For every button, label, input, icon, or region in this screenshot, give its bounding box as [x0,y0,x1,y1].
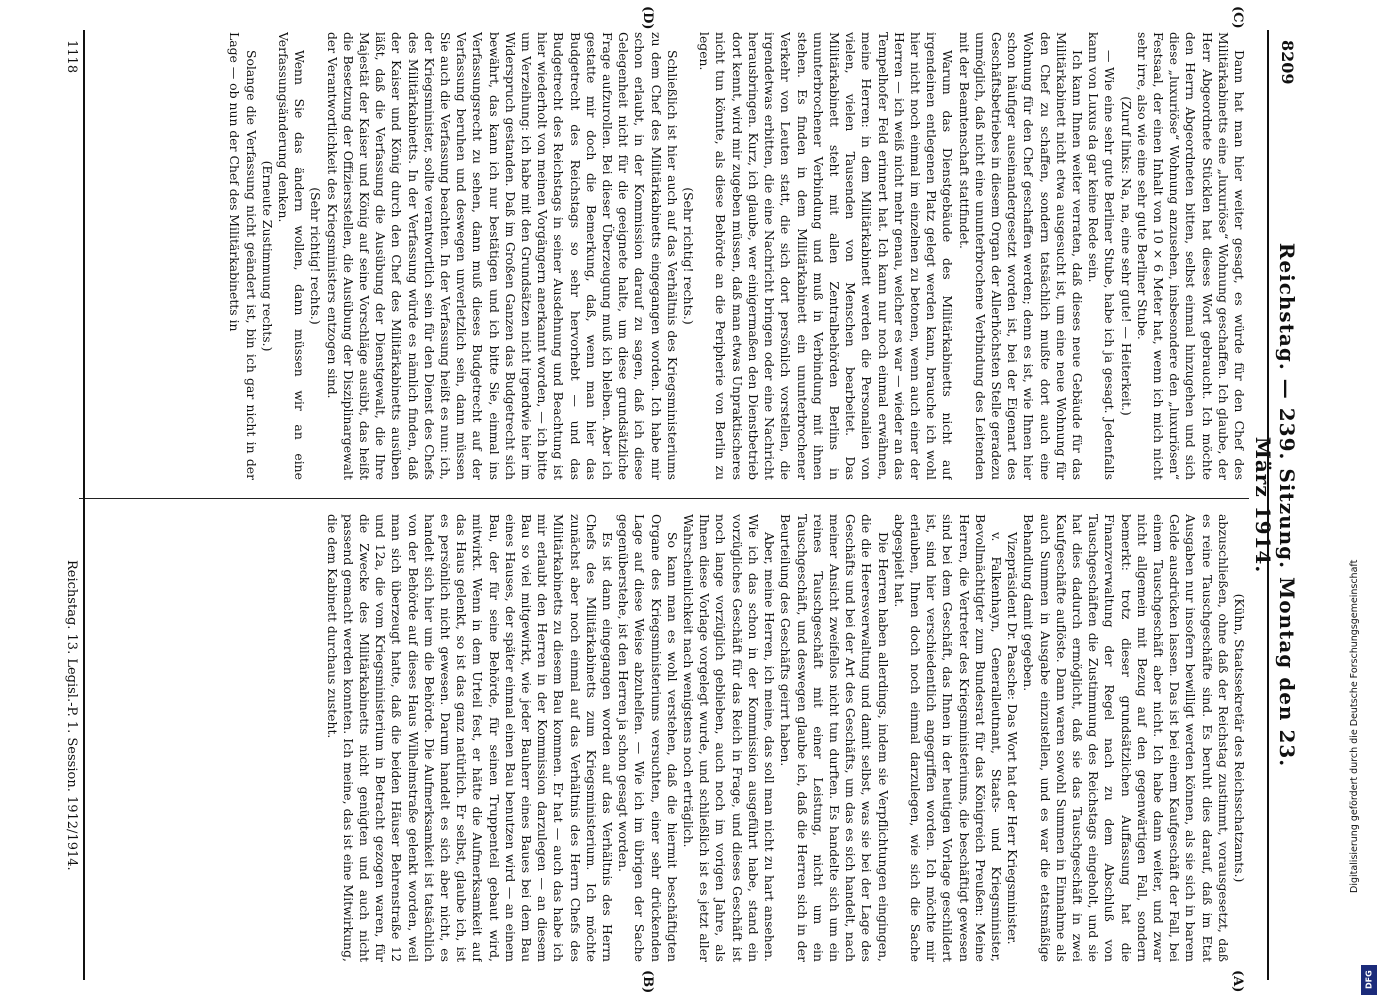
interjection: (Erneute Zustimmung rechts.) [259,160,275,352]
column-right [87,514,1247,962]
footer-rule [83,30,85,980]
margin-mark-c: (C) [1230,6,1245,29]
interjection: (Sehr richtig! rechts.) [308,187,324,325]
dfg-logo: DFG [1361,965,1377,995]
interjection: (Zuruf links: Na, na, eine sehr gute! — Heiterkeit.) [1118,96,1134,416]
paragraph: Vizepräsident Dr. Paasche: Das Wort hat der Herr Kriegsminister. [1005,532,1021,945]
running-title: Reichstag. — 239. Sitzung. Montag den 23. März 1914. [1251,242,1299,768]
paragraph: Dann hat man hier weiter gesagt, es würde für den Chef des Militärkabinetts eine „luxuriöse“ Wohnung geschaffen. Ich glaube, der Herr Abgeordnete Stücklen hat dieses Wort gebraucht. Ich möchte den Herrn Abgeordneten bitten, selbst einmal hinzugehen und sich diese „luxuriöse“ Wohnung anzusehen, insbesondere den „luxuriösen“ Festsaal, der einen Inhalt von 10 × 6 Meter hat, wenn ich mich nicht sehr irre, also wie eine sehr gute Berliner Stube. [1134,32,1247,480]
margin-mark-a: (A) [1230,970,1245,993]
page-header [1251,40,1301,970]
paragraph: Die Herren haben allerdings, indem sie Verpflichtungen eingingen, die die Heeresverwaltung und damit selbst, was sie bei der Lage des Geschäfts und bei der Art des Geschäfts, um das es sich handelt, nach meiner Ansicht zweifellos nicht tun durften. Es handelte sich um ein reines Tauschgeschäft mit einer Leistung, nicht um ein Tauschgeschäft, und deswegen glaube ich, daß die Herren sich in der Beurteilung des Geschäfts geirrt haben. [778,514,891,962]
speaker-note: (Kühn, Staatssekretär des Reichsschatzamts.) [1232,593,1247,883]
margin-mark-b: (B) [640,970,655,994]
paragraph: Aber, meine Herren, ich meine, das soll man nicht zu hart ansehen. Wie ich das schon in der Kommission ausgeführt habe, stand ein vorzügliches Geschäft für das Reich in Frage, und dieses Geschäft ist noch lange vorzüglich geblieben, auch noch im vorigen Jahre, als Ihnen diese Vorlage vorgelegt wurde, und schließlich ist es jetzt aller Wahrscheinlichkeit nach wenigstens noch erträglich. [681,514,778,962]
paragraph: Wenn Sie das ändern wollen, dann müssen wir an eine Verfassungsänderung denken. [276,32,308,480]
footer-publication: Reichstag. 13. Legisl.-P. 1. Session. 1912/1914. [64,560,79,871]
paragraph: Warum das Dienstgebäude des Militärkabinetts nicht auf irgendeinen entlegenen Platz gelegt werden kann, brauche ich wohl hier nicht noch einmal im einzelnen zu betonen, wenn auch einer der Herren — ich weiß nicht mehr genau, welcher es war — wieder an das Tempelhofer Feld erinnert hat. Ich kann nur noch einmal erwähnen, meine Herren: in dem Militärkabinett werden die Personalien von vielen, vielen Tausenden von Menschen bearbeitet. Das Militärkabinett steht mit allen Zentralbehörden Berlins in ununterbrochener Verbindung und muß in Verbindung mit ihnen stehen. Es finden in dem Militärkabinett ein ununterbrochener Verkehr von Leuten statt, die sich dort persönlich vorstellen, die irgendetwas erbitten, die eine Nachricht bringen oder eine Nachricht herausbringen. Kurz, ich glaube, wer einigermaßen den Dienstbetrieb dort kennt, wird mir zugeben müssen, daß man etwas Unpraktischeres nicht tun könnte, als diese Behörde an die Peripherie von Berlin zu legen. [697,32,956,480]
margin-mark-d: (D) [640,6,655,30]
page-number: 8209 [1278,40,1297,85]
digitization-note: Digitalisierung gefördert durch die Deutsche Forschungsgemeinschaft [1349,560,1360,894]
column-left [87,32,1247,480]
paragraph: Schließlich ist hier auch auf das Verhältnis des Kriegsministeriums zu dem Chef des Militärkabinetts eingegangen worden. Ich habe mir schon erlaubt, in der Kommission darauf zu sagen, daß ich diese Gelegenheit nicht für die geeignete halte, um diese grundsätzliche Frage aufzurollen. Bei dieser Überzeugung muß ich bleiben. Aber ich gestatte mir doch die Bemerkung, daß, wenn man hier das Budgetrecht des Reichstags so sehr hervorhebt — und das Budgetrecht des Reichstags in seiner Ausdehnung und Beachtung ist hier wiederholt von meinen Vorgängern anerkannt worden, — ich bitte um Verzeihung: ich habe mit den Grundsätzen nicht irgendwie hier im Widerspruch gestanden. Daß im Großen Ganzen das Budgetrecht sich bewährt, das kann ich nur bestätigen und ich bitte Sie, einmal ins Verfassungsrecht zu sehen, dann muß dieses Budgetrecht auf der Verfassung beruhen und deswegen unverletzlich sein, dann müssen Sie auch die Verfassung beachten. In der Verfassung heißt es nun: ich, der Kriegsminister, sollte verantwortlich sein für den Dienst des Chefs des Militärkabinetts. In der Verfassung würde es nämlich finden, daß der Kaiser und König durch den Chef des Militärkabinetts ausüben läßt, daß die Verfassung die Ausübung der Dienstgewalt, die Ihre Majestät der Kaiser und König auf seine Vorschläge ausübt, das heißt die Besetzung der Offiziersstellen, die Ausübung der Disziplinargewalt der Verantwortlichkeit des Kriegsministers entzogen sind. [324,32,680,480]
column-separator [79,498,1249,499]
paragraph: v. Falkenhayn, Generalleutnant, Staats- und Kriegsminister, Bevollmächtigter zum Bundesrat für das Königreich Preußen: Meine Herren, die Vertreter des Kriegsministeriums, die beschäftigt gewesen sind bei dem Geschäft, das Ihnen in der heutigen Vorlage geschildert ist, sind hier verschiedentlich angegriffen worden. Ich möchte mir erlauben, Ihnen doch noch einmal darzulegen, wie sich die Sache abgespielt hat. [891,514,1004,962]
header-rule [1267,30,1269,980]
interjection: (Sehr richtig! rechts.) [681,187,697,325]
paragraph: — Wie eine sehr gute Berliner Stube, habe ich ja gesagt. Jedenfalls kann von Luxus da gar keine Rede sein. [1086,32,1118,480]
paragraph: Solange die Verfassung nicht geändert ist, bin ich gar nicht in der Lage — ob nun der Chef des Militärkabinetts in [227,32,259,480]
footer-page-number: 1118 [64,40,79,74]
paragraph: So kann man es wohl verstehen, daß die hiermit beschäftigten Organe des Kriegsministeriums versuchten, einer sehr drückenden Lage auf diese Weise abzuhelfen. — Wie ich im übrigen der Sache gegenüberstehe, ist den Herren ja schon gesagt worden. [616,514,680,962]
paragraph: abzuschließen, ohne daß der Reichstag zustimmt, vorausgesetzt, daß es reine Tauschgeschäfte sind. Es beruht dies darauf, daß im Etat Ausgaben nur insofern bewilligt werden können, als sie sich in barem Gelde ausdrücken lassen. Das ist bei einem Kaufgeschäft der Fall, bei einem Tauschgeschäft aber nicht. Ich habe dann weiter, und zwar nicht allgemein mit Bezug auf den gegenwärtigen Fall, sondern bemerkt: trotz dieser grundsätzlichen Auffassung hat die Finanzverwaltung der Regel nach zu dem Abschluß von Tauschgeschäften die Zustimmung des Reichstags eingeholt, und sie hat dies dadurch ermöglicht, daß sie das Tauschgeschäft in zwei Kaufgeschäfte auflöste. Dann waren sowohl Summen in Einnahme als auch Summen in Ausgabe einzustellen, und es war die etatsmäßige Behandlung damit gegeben. [1021,514,1231,962]
paragraph: Ich kann Ihnen weiter verraten, daß dieses neue Gebäude für das Militärkabinett nicht etwa ausgesucht ist, um eine neue Wohnung für den Chef zu schaffen, sondern tatsächlich mußte dort auch eine Wohnung für den Chef geschaffen werden; denn es ist, wie Ihnen hier schon häufiger auseinandergesetzt worden ist, bei der Eigenart des Geschäftsbetriebes in diesem Organ der Allerhöchsten Stelle geradezu unmöglich, daß nicht eine ununterbrochene Verbindung des Leitenden mit der Beamtenschaft stattfindet. [956,32,1085,480]
paragraph: Es ist dann eingegangen worden auf das Verhältnis des Herrn Chefs des Militärkabinetts zum Kriegsministerium. Ich möchte zunächst aber noch einmal auf das Verhältnis des Herrn Chefs des Militärkabinetts zu diesem Bau kommen. Er hat — auch das habe ich mir erlaubt den Herren in der Kommission darzulegen — an diesem Bau so viel mitgewirkt, wie jeder Bauherr eines Baues bei dem Bau eines Hauses, der später einmal einen Bau benutzen wird — an einem Bau, der für seine Behörde, für seinen Truppenteil gebaut wird, mitwirkt. Wenn in dem Urteil fest, er hätte die Aufmerksamkeit auf das Haus gelenkt, so ist das ganz natürlich. Er selbst, glaube ich, ist es persönlich nicht gewesen. Darum handelt es sich aber nicht, es handelt sich hier um die Behörde. Die Aufmerksamkeit ist tatsächlich von der Behörde auf dieses Haus Wilhelmstraße gelenkt worden, weil man sich überzeugt hatte, daß die beiden Häuser Behrenstraße 12 und 12a, die vom Kriegsministerium in Betracht gezogen waren, für die Zwecke des Militärkabinetts nicht genügten und auch nicht passend gemacht werden konnten. Ich meine, das ist eine Mitwirkung, die dem Kabinett durchaus zusteht. [324,514,616,962]
